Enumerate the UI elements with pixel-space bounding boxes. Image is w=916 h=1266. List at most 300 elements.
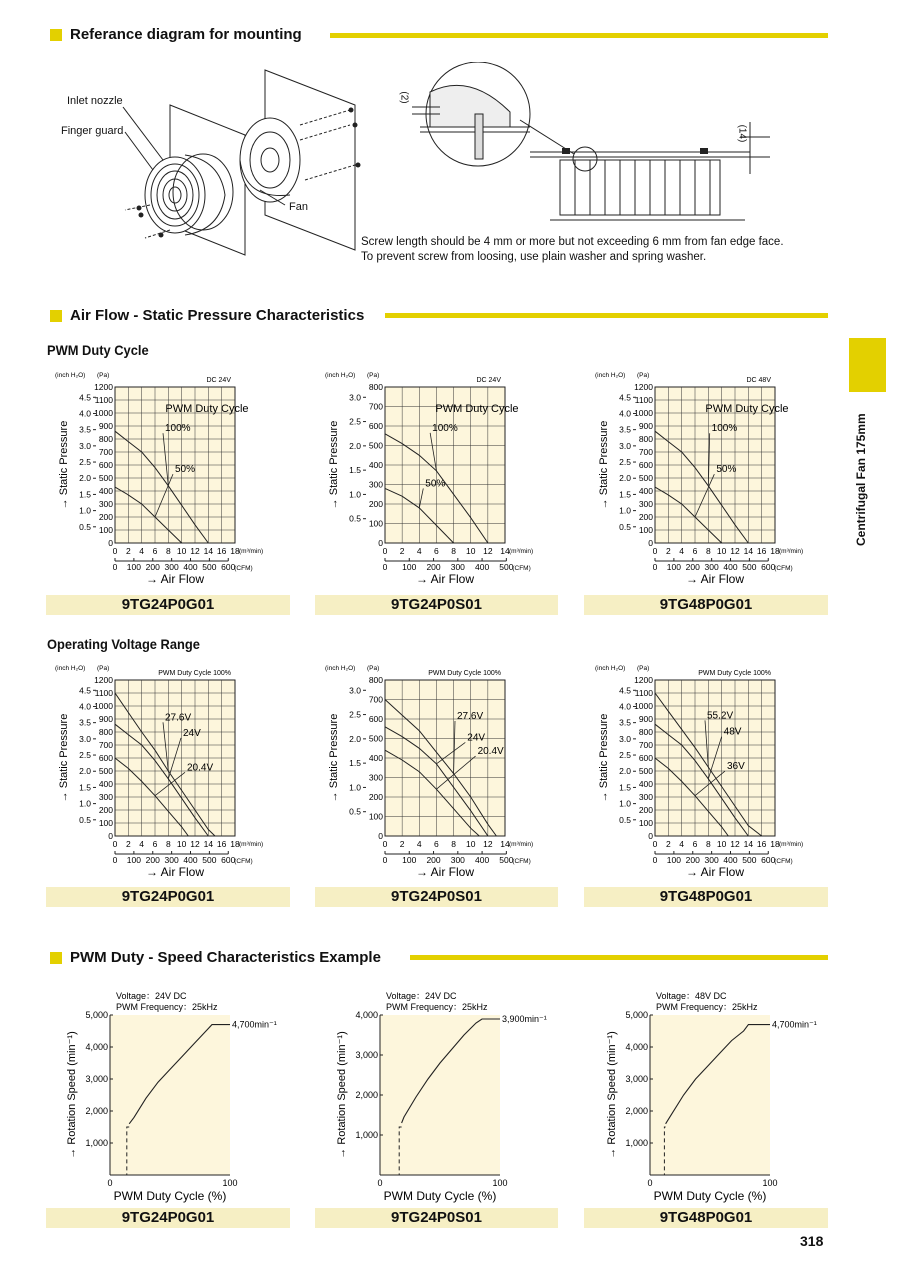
- x-unit-label: (m³/min): [509, 548, 534, 555]
- tick-label-y: 3,000: [85, 1074, 108, 1084]
- tick-label-cfm: 300: [704, 855, 719, 865]
- tick-label-pa: 500: [98, 766, 113, 776]
- tick-label-inch: 3.0: [79, 733, 91, 744]
- tick-label-pa: 1000: [634, 701, 653, 711]
- chart-corner-label: PWM Duty Cycle 100%: [158, 670, 231, 677]
- tick-label-pa: 900: [98, 421, 113, 431]
- y-unit-pa: (Pa): [367, 372, 380, 379]
- tick-label-cfm: 100: [402, 562, 417, 572]
- page-number: 318: [800, 1233, 824, 1249]
- tick-label-pa: 700: [368, 694, 383, 705]
- tick-label-cfm: 600: [761, 855, 776, 865]
- tick-label-x: 10: [176, 546, 187, 556]
- tick-label-pa: 1000: [94, 408, 113, 418]
- tick-label-y: 1,000: [355, 1130, 378, 1140]
- tick-label-inch: 0.5: [349, 513, 361, 524]
- tick-label-inch: 1.5: [79, 782, 91, 793]
- tick-label-cfm: 500: [499, 855, 514, 865]
- y-axis-label: → Static Pressure: [328, 713, 340, 803]
- tick-label-x: 12: [483, 839, 493, 849]
- tick-label-x: 6: [434, 839, 439, 849]
- tick-label-x: 2: [125, 839, 131, 849]
- model-label-speed-2: 9TG24P0S01: [315, 1208, 558, 1228]
- plot-area: [650, 1015, 770, 1175]
- tick-label-cfm: 200: [426, 855, 441, 865]
- tick-label-pa: 300: [638, 792, 653, 802]
- tick-label-pa: 600: [98, 753, 113, 763]
- x-unit-label: (m³/min): [509, 841, 534, 848]
- tick-label-pa: 400: [98, 486, 113, 496]
- tick-label-inch: 1.5: [349, 465, 361, 476]
- tick-label-cfm: 300: [704, 562, 719, 572]
- tick-label-inch: 4.5: [79, 392, 91, 403]
- y-unit-inch: (inch H₂O): [55, 665, 86, 672]
- chart-pwm-9tg24p0g01: [45, 365, 290, 590]
- tick-label-inch: 1.0: [619, 798, 631, 809]
- tick-label-y: 2,000: [625, 1106, 648, 1116]
- tick-label-inch: 4.0: [619, 701, 631, 712]
- tick-label-cfm: 400: [474, 562, 490, 572]
- tick-label-cfm: 200: [685, 855, 700, 865]
- tick-label-pa: 500: [98, 473, 113, 483]
- section-marker: [50, 29, 62, 41]
- tick-label-x: 4: [139, 546, 145, 556]
- tick-label-x: 0: [652, 839, 658, 849]
- tick-label-pa: 1200: [634, 382, 653, 392]
- series-label: 27.6V: [165, 712, 192, 724]
- y-axis-label: → Rotation Speed (min⁻¹): [606, 1031, 618, 1159]
- tick-label-pa: 300: [368, 772, 383, 783]
- tick-label-x: 100: [762, 1178, 778, 1188]
- tick-label-pa: 200: [98, 805, 113, 815]
- tick-label-x: 0: [382, 839, 388, 849]
- tick-label-y: 1,000: [85, 1138, 108, 1148]
- tick-label-pa: 600: [638, 753, 653, 763]
- y-axis-label: → Static Pressure: [598, 420, 610, 510]
- tick-label-pa: 1200: [94, 382, 113, 392]
- tick-label-pa: 100: [638, 818, 653, 828]
- tick-label-x: 6: [152, 839, 158, 849]
- plot-area: [380, 1015, 500, 1175]
- tick-label-pa: 100: [638, 525, 653, 535]
- tick-label-inch: 3.5: [79, 717, 91, 728]
- tick-label-pa: 700: [638, 740, 653, 750]
- y-axis-label: → Static Pressure: [598, 713, 610, 803]
- tick-label-inch: 3.5: [619, 424, 631, 435]
- y-unit-inch: (inch H₂O): [55, 372, 86, 379]
- tick-label-pa: 500: [638, 766, 653, 776]
- tick-label-pa: 0: [648, 538, 653, 548]
- tick-label-cfm: 400: [723, 562, 738, 572]
- tick-label-x: 8: [165, 546, 171, 556]
- tick-label-pa: 700: [98, 740, 113, 750]
- y-unit-inch: (inch H₂O): [595, 372, 626, 379]
- tick-label-x: 14: [743, 839, 754, 849]
- y-axis-label: → Static Pressure: [58, 713, 70, 803]
- tick-label-inch: 2.5: [349, 709, 361, 720]
- y-axis-label: → Rotation Speed (min⁻¹): [336, 1031, 348, 1159]
- tick-label-pa: 200: [98, 512, 113, 522]
- tick-label-x: 12: [730, 839, 740, 849]
- chart-speed-9tg48p0g01: [585, 985, 830, 1205]
- tick-label-pa: 0: [378, 831, 383, 841]
- section-title-pwm-speed: PWM Duty - Speed Characteristics Example: [70, 949, 381, 966]
- tick-label-pa: 0: [378, 538, 383, 548]
- chart-corner-label: PWM Duty Cycle 100%: [428, 670, 501, 677]
- tick-label-x: 0: [107, 1178, 113, 1188]
- tick-label-y: 4,000: [85, 1042, 108, 1052]
- tick-label-inch: 2.0: [79, 766, 91, 777]
- tick-label-cfm: 500: [742, 562, 757, 572]
- tick-label-inch: 3.0: [79, 440, 91, 451]
- tick-label-pa: 100: [98, 818, 113, 828]
- tick-label-cfm: 100: [666, 562, 681, 572]
- tick-label-pa: 700: [368, 401, 383, 412]
- tick-label-x: 10: [465, 839, 476, 849]
- tick-label-pa: 1100: [634, 395, 653, 405]
- tick-label-inch: 1.5: [349, 758, 361, 769]
- tick-label-cfm: 600: [221, 855, 236, 865]
- tick-label-inch: 2.5: [79, 750, 91, 761]
- tick-label-cfm: 500: [742, 855, 757, 865]
- x-axis-label: → Air Flow: [415, 572, 475, 586]
- max-speed-label: 4,700min⁻¹: [232, 1019, 277, 1030]
- tick-label-pa: 500: [368, 440, 383, 451]
- tick-label-x: 8: [451, 839, 456, 849]
- tick-label-inch: 1.0: [349, 489, 361, 500]
- info-frequency: PWM Frequency：25kHz: [116, 1002, 218, 1012]
- tick-label-x: 8: [705, 839, 711, 849]
- tick-label-x: 2: [665, 839, 671, 849]
- tick-label-cfm: 400: [723, 855, 738, 865]
- tick-label-pa: 700: [638, 447, 653, 457]
- y-unit-inch: (inch H₂O): [595, 665, 626, 672]
- tick-label-y: 4,000: [355, 1010, 378, 1020]
- tick-label-pa: 200: [638, 805, 653, 815]
- tick-label-x: 16: [216, 839, 227, 849]
- model-label-speed-3: 9TG48P0G01: [584, 1208, 828, 1228]
- model-label-pwm-1: 9TG24P0G01: [46, 595, 290, 615]
- chart-corner-label: DC 48V: [746, 377, 771, 384]
- tick-label-pa: 800: [638, 434, 653, 444]
- tick-label-inch: 3.0: [619, 733, 631, 744]
- tick-label-inch: 2.0: [349, 440, 361, 451]
- tick-label-inch: 1.5: [79, 489, 91, 500]
- tick-label-x: 2: [399, 546, 405, 556]
- cfm-unit-label: (CFM): [774, 565, 793, 572]
- tick-label-cfm: 200: [145, 855, 160, 865]
- tick-label-pa: 900: [638, 421, 653, 431]
- tick-label-pa: 800: [368, 675, 383, 685]
- tick-label-x: 10: [176, 839, 187, 849]
- tick-label-cfm: 300: [164, 562, 179, 572]
- tick-label-x: 18: [770, 839, 780, 849]
- tick-label-x: 0: [647, 1178, 653, 1188]
- x-axis-label: → Air Flow: [685, 865, 745, 879]
- tick-label-pa: 900: [638, 714, 653, 724]
- x-axis-label: PWM Duty Cycle (%): [653, 1189, 767, 1203]
- series-label: 100%: [165, 423, 191, 435]
- tick-label-cfm: 0: [112, 855, 118, 865]
- section-rule: [330, 33, 828, 38]
- tick-label-pa: 400: [368, 753, 383, 763]
- max-speed-label: 4,700min⁻¹: [772, 1019, 817, 1030]
- tick-label-pa: 0: [648, 831, 653, 841]
- tick-label-inch: 4.0: [619, 408, 631, 419]
- model-label-pwm-2: 9TG24P0S01: [315, 595, 558, 615]
- tick-label-inch: 2.0: [619, 766, 631, 777]
- x-axis-label: PWM Duty Cycle (%): [383, 1189, 497, 1203]
- tick-label-pa: 400: [638, 486, 653, 496]
- mounting-diagram-exploded: [55, 60, 375, 260]
- chart-voltage-9tg48p0g01: [585, 658, 830, 883]
- section-rule: [385, 313, 828, 318]
- tick-label-cfm: 200: [685, 562, 700, 572]
- tick-label-cfm: 0: [652, 562, 658, 572]
- tick-label-pa: 700: [98, 447, 113, 457]
- tick-label-inch: 4.0: [79, 408, 91, 419]
- series-label: 50%: [716, 464, 737, 476]
- tick-label-inch: 3.5: [79, 424, 91, 435]
- tick-label-x: 10: [716, 546, 727, 556]
- y-unit-inch: (inch H₂O): [325, 372, 356, 379]
- tick-label-cfm: 100: [126, 855, 141, 865]
- tick-label-pa: 800: [98, 727, 113, 737]
- tick-label-cfm: 300: [164, 855, 179, 865]
- legend-title: PWM Duty Cycle: [435, 402, 519, 415]
- x-axis-label: → Air Flow: [145, 572, 205, 586]
- tick-label-cfm: 600: [761, 562, 776, 572]
- tick-label-cfm: 500: [202, 562, 217, 572]
- tick-label-cfm: 100: [666, 855, 681, 865]
- section-title-mounting: Referance diagram for mounting: [70, 26, 302, 43]
- tick-label-x: 0: [112, 839, 118, 849]
- dim-label-2: (2): [398, 91, 410, 104]
- cfm-unit-label: (CFM): [234, 565, 253, 572]
- chart-voltage-9tg24p0g01: [45, 658, 290, 883]
- info-voltage: Voltage：24V DC: [116, 991, 187, 1001]
- y-axis-label: → Static Pressure: [328, 420, 340, 510]
- y-unit-pa: (Pa): [97, 665, 110, 672]
- tick-label-pa: 100: [98, 525, 113, 535]
- tick-label-pa: 300: [98, 499, 113, 509]
- series-label: 55.2V: [707, 710, 734, 722]
- tick-label-y: 2,000: [355, 1090, 378, 1100]
- tick-label-x: 2: [125, 546, 131, 556]
- tick-label-pa: 100: [368, 811, 383, 822]
- tick-label-x: 0: [112, 546, 118, 556]
- tick-label-pa: 400: [368, 460, 383, 470]
- series-label: 20.4V: [477, 746, 504, 758]
- tick-label-cfm: 0: [112, 562, 118, 572]
- tick-label-x: 14: [500, 546, 510, 556]
- tick-label-pa: 100: [368, 518, 383, 529]
- section-marker: [50, 952, 62, 964]
- tick-label-inch: 0.5: [79, 521, 91, 532]
- tick-label-inch: 2.5: [79, 457, 91, 468]
- y-unit-pa: (Pa): [637, 372, 650, 379]
- tick-label-inch: 1.5: [619, 489, 631, 500]
- tick-label-inch: 1.0: [79, 798, 91, 809]
- series-label: 27.6V: [457, 711, 484, 722]
- tick-label-inch: 0.5: [619, 814, 631, 825]
- tick-label-pa: 800: [98, 434, 113, 444]
- chart-pwm-9tg24p0s01: [315, 365, 560, 590]
- max-speed-label: 3,900min⁻¹: [502, 1014, 547, 1024]
- tick-label-inch: 3.5: [619, 717, 631, 728]
- section-marker: [50, 310, 62, 322]
- tick-label-cfm: 0: [652, 855, 658, 865]
- model-label-voltage-3: 9TG48P0G01: [584, 887, 828, 907]
- subtitle-pwm: PWM Duty Cycle: [47, 342, 149, 358]
- tick-label-pa: 900: [98, 714, 113, 724]
- y-unit-pa: (Pa): [367, 665, 380, 672]
- tick-label-x: 10: [465, 546, 476, 556]
- tick-label-x: 18: [770, 546, 780, 556]
- chart-speed-9tg24p0s01: [315, 985, 560, 1205]
- tick-label-x: 12: [190, 546, 200, 556]
- legend-title: PWM Duty Cycle: [705, 402, 789, 415]
- tick-label-pa: 200: [368, 792, 383, 802]
- mounting-diagram-detail: [400, 62, 770, 232]
- tick-label-inch: 2.0: [79, 473, 91, 484]
- tick-label-pa: 1100: [94, 395, 113, 405]
- tick-label-inch: 1.0: [349, 782, 361, 793]
- tick-label-x: 8: [165, 839, 171, 849]
- tick-label-inch: 2.0: [619, 473, 631, 484]
- section-title-airflow: Air Flow - Static Pressure Characteristics: [70, 307, 365, 324]
- legend-title: PWM Duty Cycle: [165, 402, 249, 415]
- plot-area: [110, 1015, 230, 1175]
- cfm-unit-label: (CFM): [774, 858, 793, 865]
- tick-label-x: 4: [416, 839, 422, 849]
- tick-label-x: 6: [434, 546, 439, 556]
- tick-label-x: 0: [377, 1178, 383, 1188]
- tick-label-cfm: 400: [183, 562, 198, 572]
- tick-label-x: 14: [500, 839, 510, 849]
- tick-label-x: 2: [665, 546, 671, 556]
- tick-label-inch: 2.5: [349, 416, 361, 427]
- tick-label-cfm: 200: [145, 562, 160, 572]
- side-tab: [849, 338, 886, 392]
- mounting-note-line1: Screw length should be 4 mm or more but not exceeding 6 mm from fan edge face.: [361, 236, 784, 248]
- tick-label-x: 0: [382, 546, 388, 556]
- tick-label-inch: 3.0: [349, 685, 361, 696]
- tick-label-y: 5,000: [85, 1010, 108, 1020]
- tick-label-pa: 0: [108, 831, 113, 841]
- model-label-pwm-3: 9TG48P0G01: [584, 595, 828, 615]
- tick-label-y: 3,000: [625, 1074, 648, 1084]
- model-label-voltage-2: 9TG24P0S01: [315, 887, 558, 907]
- info-frequency: PWM Frequency：25kHz: [656, 1002, 758, 1012]
- section-rule: [410, 955, 828, 960]
- mounting-note-line2: To prevent screw from loosing, use plain washer and spring washer.: [361, 251, 707, 263]
- tick-label-x: 6: [692, 546, 698, 556]
- tick-label-inch: 0.5: [619, 521, 631, 532]
- tick-label-x: 12: [730, 546, 740, 556]
- tick-label-x: 6: [692, 839, 698, 849]
- tick-label-x: 4: [679, 839, 685, 849]
- tick-label-pa: 300: [638, 499, 653, 509]
- tick-label-inch: 0.5: [349, 806, 361, 817]
- tick-label-cfm: 300: [450, 855, 465, 865]
- tick-label-pa: 400: [98, 779, 113, 789]
- tick-label-pa: 1100: [634, 688, 653, 698]
- label-inlet-nozzle: Inlet nozzle: [67, 95, 123, 107]
- series-label: 48V: [723, 726, 742, 738]
- chart-voltage-9tg24p0s01: [315, 658, 560, 883]
- y-unit-pa: (Pa): [637, 665, 650, 672]
- info-frequency: PWM Frequency：25kHz: [386, 1002, 488, 1012]
- cfm-unit-label: (CFM): [512, 858, 531, 865]
- tick-label-x: 4: [139, 839, 145, 849]
- tick-label-x: 14: [203, 839, 214, 849]
- tick-label-inch: 3.0: [619, 440, 631, 451]
- tick-label-y: 3,000: [355, 1050, 378, 1060]
- tick-label-x: 4: [679, 546, 685, 556]
- tick-label-x: 8: [451, 546, 456, 556]
- tick-label-x: 100: [222, 1178, 238, 1188]
- tick-label-y: 2,000: [85, 1106, 108, 1116]
- cfm-unit-label: (CFM): [234, 858, 253, 865]
- tick-label-x: 14: [743, 546, 754, 556]
- series-label: 100%: [432, 422, 458, 434]
- label-finger-guard: Finger guard: [61, 125, 124, 137]
- tick-label-pa: 1000: [94, 701, 113, 711]
- info-voltage: Voltage：24V DC: [386, 991, 457, 1001]
- tick-label-x: 16: [756, 546, 767, 556]
- tick-label-cfm: 400: [474, 855, 490, 865]
- tick-label-pa: 1000: [634, 408, 653, 418]
- tick-label-x: 18: [230, 839, 240, 849]
- tick-label-pa: 1100: [94, 688, 113, 698]
- tick-label-pa: 600: [98, 460, 113, 470]
- tick-label-y: 4,000: [625, 1042, 648, 1052]
- tick-label-x: 14: [203, 546, 214, 556]
- tick-label-y: 5,000: [625, 1010, 648, 1020]
- tick-label-inch: 4.5: [619, 392, 631, 403]
- tick-label-cfm: 0: [382, 855, 388, 865]
- chart-corner-label: DC 24V: [206, 377, 231, 384]
- tick-label-inch: 2.5: [619, 457, 631, 468]
- tick-label-pa: 600: [368, 421, 383, 431]
- y-unit-pa: (Pa): [97, 372, 110, 379]
- series-label: 50%: [425, 478, 446, 490]
- y-axis-label: → Static Pressure: [58, 420, 70, 510]
- series-label: 24V: [183, 727, 201, 739]
- tick-label-x: 8: [705, 546, 711, 556]
- tick-label-pa: 0: [108, 538, 113, 548]
- tick-label-inch: 1.0: [79, 505, 91, 516]
- tick-label-inch: 2.0: [349, 733, 361, 744]
- tick-label-pa: 1200: [94, 675, 113, 685]
- tick-label-pa: 400: [638, 779, 653, 789]
- subtitle-voltage: Operating Voltage Range: [47, 636, 200, 652]
- x-axis-label: PWM Duty Cycle (%): [113, 1189, 227, 1203]
- x-unit-label: (m³/min): [779, 841, 804, 848]
- cfm-unit-label: (CFM): [512, 565, 531, 572]
- tick-label-inch: 4.5: [619, 685, 631, 696]
- tick-label-y: 1,000: [625, 1138, 648, 1148]
- x-axis-label: → Air Flow: [685, 572, 745, 586]
- tick-label-x: 2: [399, 839, 405, 849]
- tick-label-x: 16: [756, 839, 767, 849]
- tick-label-inch: 1.5: [619, 782, 631, 793]
- series-label: 36V: [727, 761, 745, 773]
- series-label: 50%: [175, 464, 196, 476]
- tick-label-pa: 600: [638, 460, 653, 470]
- tick-label-x: 12: [190, 839, 200, 849]
